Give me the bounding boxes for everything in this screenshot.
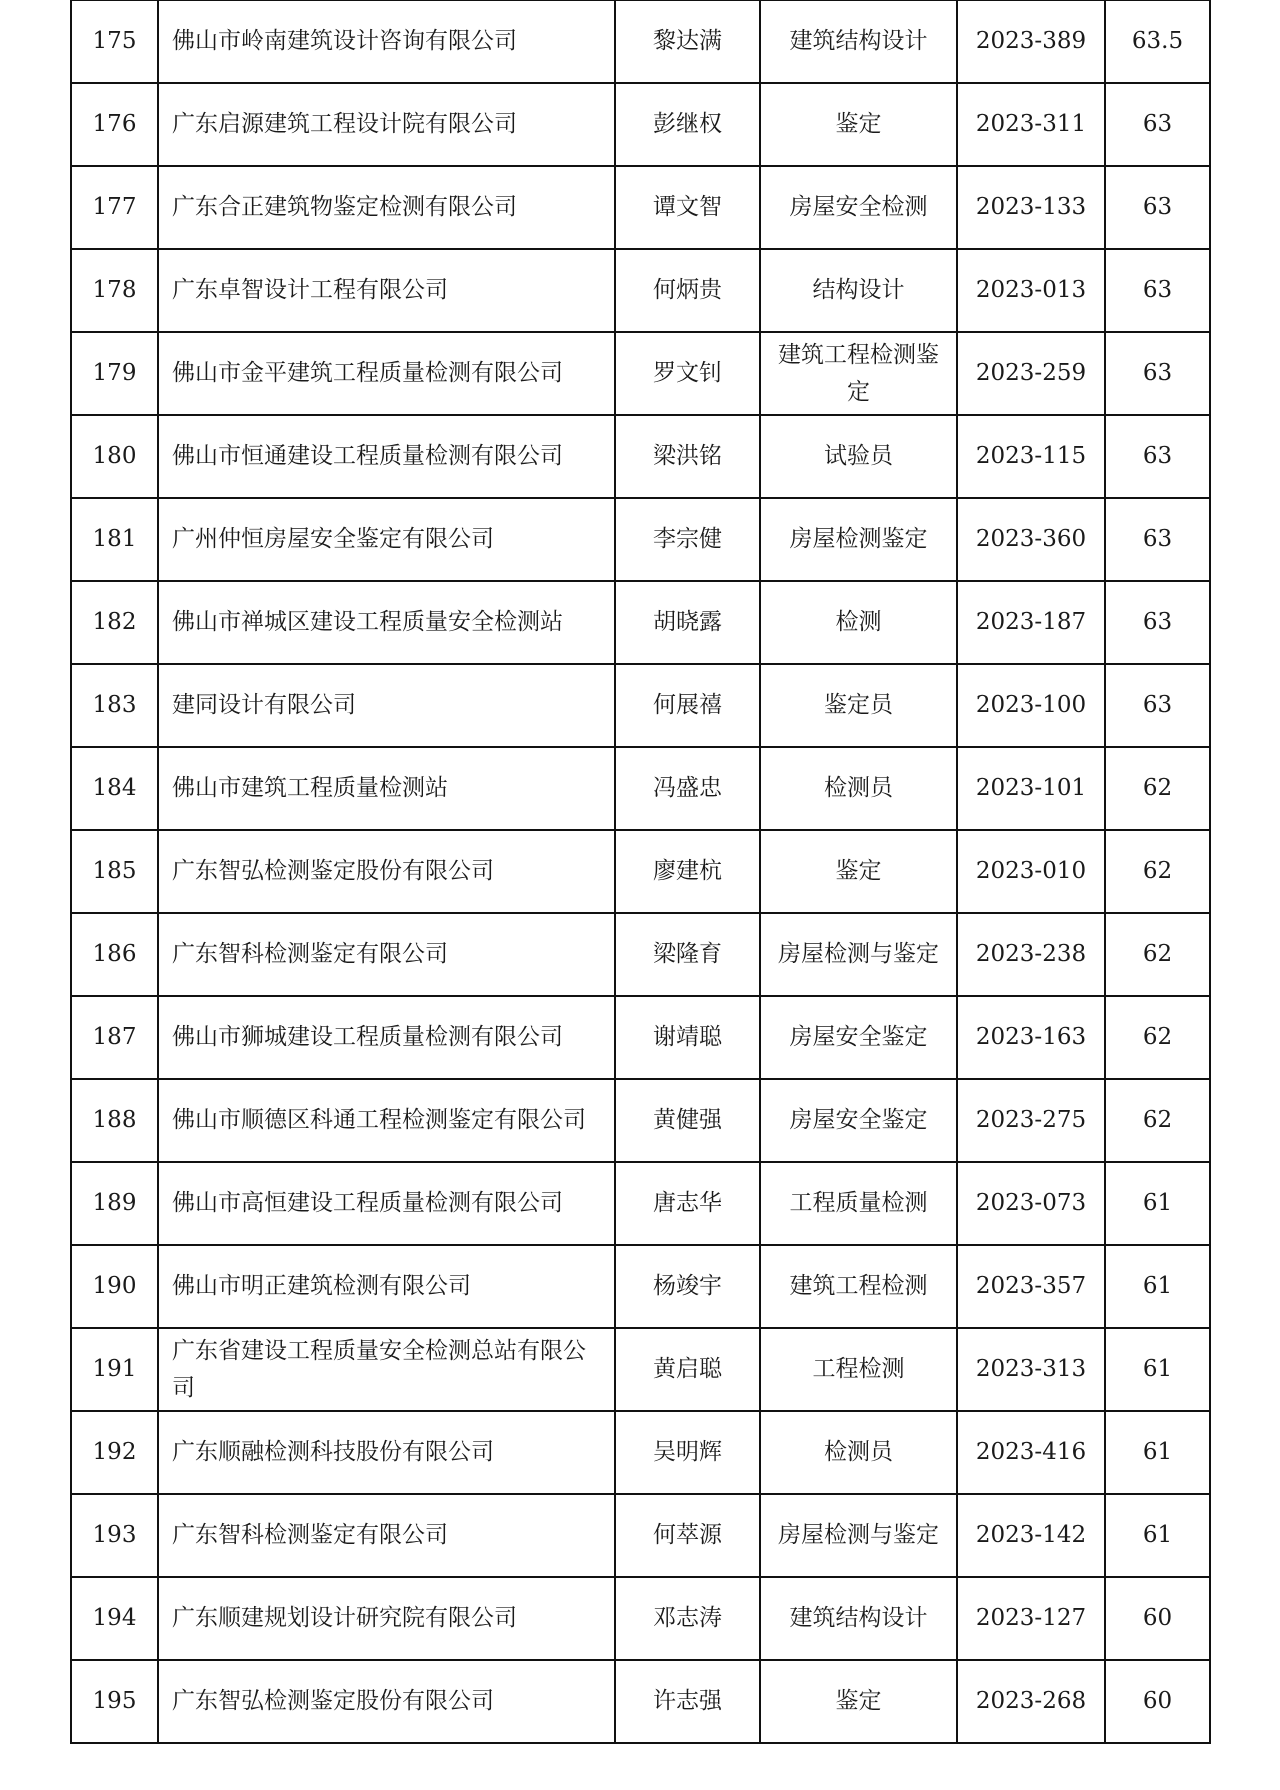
cell-score-text: 63: [1142, 692, 1173, 718]
cell-index: [71, 498, 158, 581]
cell-certificate-number: [957, 913, 1105, 996]
cell-index: [71, 581, 158, 664]
cell-certificate-number: [957, 1245, 1105, 1328]
cell-score: [1105, 1328, 1210, 1411]
cell-score-text: 62: [1142, 1107, 1173, 1133]
cell-certificate-number: [957, 498, 1105, 581]
cell-person-name-text: 黄启聪: [653, 1356, 722, 1382]
cell-score: [1105, 498, 1210, 581]
cell-company: [158, 249, 615, 332]
cell-company-text: 广东省建设工程质量安全检测总站有限公司: [172, 1337, 586, 1401]
cell-score: [1105, 913, 1210, 996]
cell-certificate-number-text: 2023-311: [975, 111, 1087, 137]
personnel-score-table: [70, 0, 1211, 1744]
cell-person-name: [615, 1328, 760, 1411]
cell-position-text: 房屋安全检测: [789, 194, 928, 220]
cell-person-name: [615, 664, 760, 747]
cell-index: [71, 1660, 158, 1743]
cell-position: [760, 1079, 957, 1162]
cell-position: [760, 498, 957, 581]
cell-certificate-number-text: 2023-100: [975, 692, 1087, 718]
cell-certificate-number-text: 2023-013: [975, 277, 1087, 303]
cell-company-text: 广东智科检测鉴定有限公司: [172, 1522, 448, 1548]
cell-score: [1105, 0, 1210, 83]
cell-position-text: 鉴定: [835, 111, 882, 137]
cell-person-name: [615, 1079, 760, 1162]
cell-index-text: 189: [92, 1190, 137, 1216]
cell-position-text: 建筑工程检测鉴定: [778, 341, 939, 405]
cell-person-name-text: 吴明辉: [653, 1439, 722, 1465]
table-row: [71, 1411, 1210, 1494]
cell-score: [1105, 1577, 1210, 1660]
cell-company: [158, 913, 615, 996]
cell-position: [760, 747, 957, 830]
table-row: [71, 166, 1210, 249]
cell-company: [158, 1245, 615, 1328]
cell-company: [158, 747, 615, 830]
cell-company-text: 广州仲恒房屋安全鉴定有限公司: [172, 526, 494, 552]
cell-score: [1105, 1411, 1210, 1494]
cell-index-text: 186: [92, 941, 137, 967]
cell-company-text: 广东智弘检测鉴定股份有限公司: [172, 1688, 494, 1714]
cell-person-name: [615, 166, 760, 249]
cell-certificate-number: [957, 664, 1105, 747]
cell-certificate-number-text: 2023-127: [975, 1605, 1087, 1631]
cell-score: [1105, 1494, 1210, 1577]
cell-index-text: 193: [92, 1522, 137, 1548]
cell-company-text: 广东合正建筑物鉴定检测有限公司: [172, 194, 517, 220]
cell-position: [760, 83, 957, 166]
cell-score-text: 62: [1142, 941, 1173, 967]
cell-company: [158, 1494, 615, 1577]
cell-position: [760, 332, 957, 415]
cell-certificate-number: [957, 1162, 1105, 1245]
cell-position-text: 鉴定: [835, 858, 882, 884]
cell-position: [760, 0, 957, 83]
table-row: [71, 1577, 1210, 1660]
cell-company: [158, 166, 615, 249]
cell-score-text: 61: [1142, 1439, 1173, 1465]
cell-index: [71, 1494, 158, 1577]
cell-score-text: 62: [1142, 1024, 1173, 1050]
cell-company: [158, 0, 615, 83]
cell-person-name: [615, 1411, 760, 1494]
cell-person-name-text: 何萃源: [653, 1522, 722, 1548]
cell-score: [1105, 415, 1210, 498]
cell-position-text: 房屋安全鉴定: [789, 1107, 928, 1133]
cell-position: [760, 1411, 957, 1494]
cell-person-name-text: 何展禧: [653, 692, 722, 718]
table-row: [71, 1494, 1210, 1577]
table-row: [71, 415, 1210, 498]
table-row: [71, 1660, 1210, 1743]
cell-index: [71, 0, 158, 83]
cell-company: [158, 1079, 615, 1162]
cell-company: [158, 1328, 615, 1411]
cell-person-name: [615, 747, 760, 830]
cell-company: [158, 664, 615, 747]
cell-person-name-text: 梁隆育: [653, 941, 722, 967]
cell-position-text: 鉴定员: [824, 692, 893, 718]
cell-index: [71, 830, 158, 913]
cell-company: [158, 498, 615, 581]
cell-certificate-number-text: 2023-163: [975, 1024, 1087, 1050]
cell-score-text: 63: [1142, 526, 1173, 552]
cell-person-name-text: 何炳贵: [653, 277, 722, 303]
cell-person-name: [615, 996, 760, 1079]
table-row: [71, 1162, 1210, 1245]
cell-person-name-text: 许志强: [653, 1688, 722, 1714]
cell-index-text: 181: [92, 526, 137, 552]
cell-position: [760, 913, 957, 996]
cell-certificate-number: [957, 83, 1105, 166]
cell-index-text: 194: [92, 1605, 137, 1631]
cell-score: [1105, 996, 1210, 1079]
cell-index-text: 175: [92, 28, 137, 54]
cell-position-text: 建筑结构设计: [789, 1605, 928, 1631]
cell-company: [158, 996, 615, 1079]
cell-certificate-number: [957, 415, 1105, 498]
cell-person-name-text: 冯盛忠: [653, 775, 722, 801]
cell-position: [760, 996, 957, 1079]
cell-index: [71, 747, 158, 830]
cell-person-name-text: 杨竣宇: [653, 1273, 722, 1299]
cell-index: [71, 83, 158, 166]
table-row: [71, 1245, 1210, 1328]
cell-certificate-number-text: 2023-268: [975, 1688, 1087, 1714]
cell-score: [1105, 664, 1210, 747]
cell-index: [71, 1411, 158, 1494]
cell-position: [760, 1328, 957, 1411]
cell-person-name: [615, 0, 760, 83]
cell-certificate-number-text: 2023-313: [975, 1356, 1087, 1382]
cell-position-text: 房屋检测与鉴定: [778, 1522, 939, 1548]
table-row: [71, 332, 1210, 415]
cell-index: [71, 249, 158, 332]
cell-person-name: [615, 1494, 760, 1577]
cell-score: [1105, 581, 1210, 664]
cell-position: [760, 1245, 957, 1328]
cell-score-text: 62: [1142, 858, 1173, 884]
cell-score-text: 62: [1142, 775, 1173, 801]
cell-company-text: 佛山市明正建筑检测有限公司: [172, 1273, 471, 1299]
cell-index: [71, 1079, 158, 1162]
cell-position: [760, 249, 957, 332]
cell-company-text: 广东卓智设计工程有限公司: [172, 277, 448, 303]
cell-position: [760, 581, 957, 664]
cell-person-name-text: 黄健强: [653, 1107, 722, 1133]
cell-score-text: 63: [1142, 194, 1173, 220]
cell-index-text: 187: [92, 1024, 137, 1050]
cell-position-text: 工程检测: [812, 1356, 905, 1382]
cell-index-text: 178: [92, 277, 137, 303]
cell-company-text: 佛山市金平建筑工程质量检测有限公司: [172, 360, 563, 386]
table-row: [71, 498, 1210, 581]
cell-certificate-number: [957, 332, 1105, 415]
table-row: [71, 83, 1210, 166]
cell-company-text: 佛山市高恒建设工程质量检测有限公司: [172, 1190, 563, 1216]
cell-index-text: 176: [92, 111, 137, 137]
cell-index-text: 182: [92, 609, 137, 635]
cell-index-text: 192: [92, 1439, 137, 1465]
cell-person-name: [615, 581, 760, 664]
cell-score: [1105, 1660, 1210, 1743]
cell-person-name-text: 黎达满: [653, 28, 722, 54]
cell-index-text: 179: [92, 360, 137, 386]
cell-index: [71, 415, 158, 498]
cell-index: [71, 1162, 158, 1245]
cell-company: [158, 830, 615, 913]
cell-person-name: [615, 1162, 760, 1245]
cell-company-text: 广东顺融检测科技股份有限公司: [172, 1439, 494, 1465]
table-row: [71, 830, 1210, 913]
cell-score-text: 61: [1142, 1190, 1173, 1216]
table-row: [71, 664, 1210, 747]
cell-score-text: 63: [1142, 360, 1173, 386]
cell-company: [158, 415, 615, 498]
cell-company-text: 佛山市恒通建设工程质量检测有限公司: [172, 443, 563, 469]
cell-position-text: 房屋检测与鉴定: [778, 941, 939, 967]
cell-person-name-text: 唐志华: [653, 1190, 722, 1216]
cell-index: [71, 1328, 158, 1411]
cell-score: [1105, 747, 1210, 830]
cell-position-text: 建筑结构设计: [789, 28, 928, 54]
cell-score: [1105, 1079, 1210, 1162]
cell-certificate-number: [957, 166, 1105, 249]
cell-position-text: 工程质量检测: [789, 1190, 928, 1216]
cell-index: [71, 332, 158, 415]
cell-position-text: 鉴定: [835, 1688, 882, 1714]
cell-index-text: 195: [92, 1688, 137, 1714]
cell-person-name-text: 廖建杭: [653, 858, 722, 884]
cell-company-text: 建同设计有限公司: [172, 692, 356, 718]
table-row: [71, 1328, 1210, 1411]
cell-certificate-number-text: 2023-238: [975, 941, 1087, 967]
cell-index-text: 180: [92, 443, 137, 469]
cell-position: [760, 1660, 957, 1743]
cell-person-name: [615, 249, 760, 332]
cell-certificate-number-text: 2023-187: [975, 609, 1087, 635]
cell-certificate-number: [957, 1660, 1105, 1743]
cell-company-text: 广东智弘检测鉴定股份有限公司: [172, 858, 494, 884]
cell-score: [1105, 249, 1210, 332]
cell-position-text: 结构设计: [812, 277, 905, 303]
cell-person-name-text: 谭文智: [653, 194, 722, 220]
cell-company: [158, 1411, 615, 1494]
cell-certificate-number-text: 2023-010: [975, 858, 1087, 884]
cell-score-text: 60: [1142, 1688, 1173, 1714]
table-row: [71, 913, 1210, 996]
cell-position: [760, 664, 957, 747]
cell-position: [760, 1494, 957, 1577]
cell-certificate-number: [957, 996, 1105, 1079]
cell-certificate-number: [957, 1079, 1105, 1162]
cell-person-name: [615, 1577, 760, 1660]
cell-certificate-number: [957, 1494, 1105, 1577]
cell-index-text: 190: [92, 1273, 137, 1299]
cell-company-text: 佛山市禅城区建设工程质量安全检测站: [172, 609, 563, 635]
cell-position: [760, 415, 957, 498]
cell-position: [760, 1577, 957, 1660]
cell-certificate-number: [957, 249, 1105, 332]
cell-certificate-number-text: 2023-416: [975, 1439, 1087, 1465]
cell-person-name-text: 梁洪铭: [653, 443, 722, 469]
cell-company: [158, 332, 615, 415]
cell-person-name-text: 彭继权: [653, 111, 722, 137]
table-row: [71, 581, 1210, 664]
cell-score: [1105, 83, 1210, 166]
cell-score: [1105, 830, 1210, 913]
cell-index: [71, 1245, 158, 1328]
cell-score-text: 63: [1142, 609, 1173, 635]
cell-company-text: 广东顺建规划设计研究院有限公司: [172, 1605, 517, 1631]
cell-position-text: 房屋安全鉴定: [789, 1024, 928, 1050]
cell-certificate-number-text: 2023-133: [975, 194, 1087, 220]
cell-company: [158, 581, 615, 664]
cell-certificate-number: [957, 1411, 1105, 1494]
cell-score: [1105, 166, 1210, 249]
table-row: [71, 0, 1210, 83]
cell-company-text: 佛山市岭南建筑设计咨询有限公司: [172, 28, 517, 54]
cell-company-text: 佛山市狮城建设工程质量检测有限公司: [172, 1024, 563, 1050]
cell-person-name: [615, 830, 760, 913]
cell-certificate-number-text: 2023-115: [975, 443, 1087, 469]
cell-company: [158, 1660, 615, 1743]
cell-person-name: [615, 1245, 760, 1328]
cell-certificate-number-text: 2023-101: [975, 775, 1087, 801]
cell-person-name-text: 胡晓露: [653, 609, 722, 635]
cell-index-text: 177: [92, 194, 137, 220]
cell-person-name: [615, 415, 760, 498]
cell-score: [1105, 332, 1210, 415]
cell-position-text: 试验员: [824, 443, 893, 469]
cell-certificate-number: [957, 747, 1105, 830]
cell-position-text: 建筑工程检测: [789, 1273, 928, 1299]
cell-company: [158, 1162, 615, 1245]
cell-company: [158, 1577, 615, 1660]
cell-index-text: 184: [92, 775, 137, 801]
cell-position: [760, 830, 957, 913]
cell-person-name: [615, 332, 760, 415]
cell-certificate-number: [957, 1577, 1105, 1660]
cell-person-name-text: 李宗健: [653, 526, 722, 552]
cell-score-text: 63: [1142, 277, 1173, 303]
cell-person-name: [615, 1660, 760, 1743]
cell-index: [71, 166, 158, 249]
table-row: [71, 249, 1210, 332]
cell-company-text: 广东智科检测鉴定有限公司: [172, 941, 448, 967]
cell-index: [71, 1577, 158, 1660]
cell-certificate-number-text: 2023-357: [975, 1273, 1087, 1299]
cell-index-text: 188: [92, 1107, 137, 1133]
cell-score-text: 61: [1142, 1273, 1173, 1299]
cell-position: [760, 1162, 957, 1245]
cell-certificate-number: [957, 830, 1105, 913]
cell-certificate-number: [957, 1328, 1105, 1411]
cell-score-text: 63: [1142, 111, 1173, 137]
cell-score: [1105, 1245, 1210, 1328]
cell-index-text: 185: [92, 858, 137, 884]
cell-certificate-number-text: 2023-360: [975, 526, 1087, 552]
cell-person-name-text: 邓志涛: [653, 1605, 722, 1631]
table-row: [71, 1079, 1210, 1162]
cell-score-text: 61: [1142, 1522, 1173, 1548]
cell-position-text: 检测: [835, 609, 882, 635]
cell-index-text: 191: [92, 1356, 137, 1382]
cell-certificate-number-text: 2023-142: [975, 1522, 1087, 1548]
cell-index: [71, 913, 158, 996]
cell-score: [1105, 1162, 1210, 1245]
cell-certificate-number-text: 2023-275: [975, 1107, 1087, 1133]
cell-company-text: 广东启源建筑工程设计院有限公司: [172, 111, 517, 137]
cell-index: [71, 996, 158, 1079]
cell-certificate-number: [957, 0, 1105, 83]
cell-position-text: 检测员: [824, 775, 893, 801]
cell-score-text: 60: [1142, 1605, 1173, 1631]
cell-company-text: 佛山市建筑工程质量检测站: [172, 775, 448, 801]
cell-company: [158, 83, 615, 166]
cell-person-name: [615, 913, 760, 996]
cell-certificate-number-text: 2023-073: [975, 1190, 1087, 1216]
cell-index-text: 183: [92, 692, 137, 718]
cell-company-text: 佛山市顺德区科通工程检测鉴定有限公司: [172, 1107, 586, 1133]
cell-score-text: 63.5: [1131, 28, 1184, 54]
cell-certificate-number-text: 2023-259: [975, 360, 1087, 386]
table-row: [71, 747, 1210, 830]
cell-position: [760, 166, 957, 249]
cell-person-name: [615, 498, 760, 581]
cell-person-name-text: 谢靖聪: [653, 1024, 722, 1050]
cell-person-name-text: 罗文钊: [653, 360, 722, 386]
cell-position-text: 房屋检测鉴定: [789, 526, 928, 552]
cell-certificate-number: [957, 581, 1105, 664]
cell-score-text: 61: [1142, 1356, 1173, 1382]
table-body: [71, 0, 1210, 1743]
cell-position-text: 检测员: [824, 1439, 893, 1465]
cell-person-name: [615, 83, 760, 166]
cell-certificate-number-text: 2023-389: [975, 28, 1087, 54]
cell-index: [71, 664, 158, 747]
table-row: [71, 996, 1210, 1079]
cell-score-text: 63: [1142, 443, 1173, 469]
